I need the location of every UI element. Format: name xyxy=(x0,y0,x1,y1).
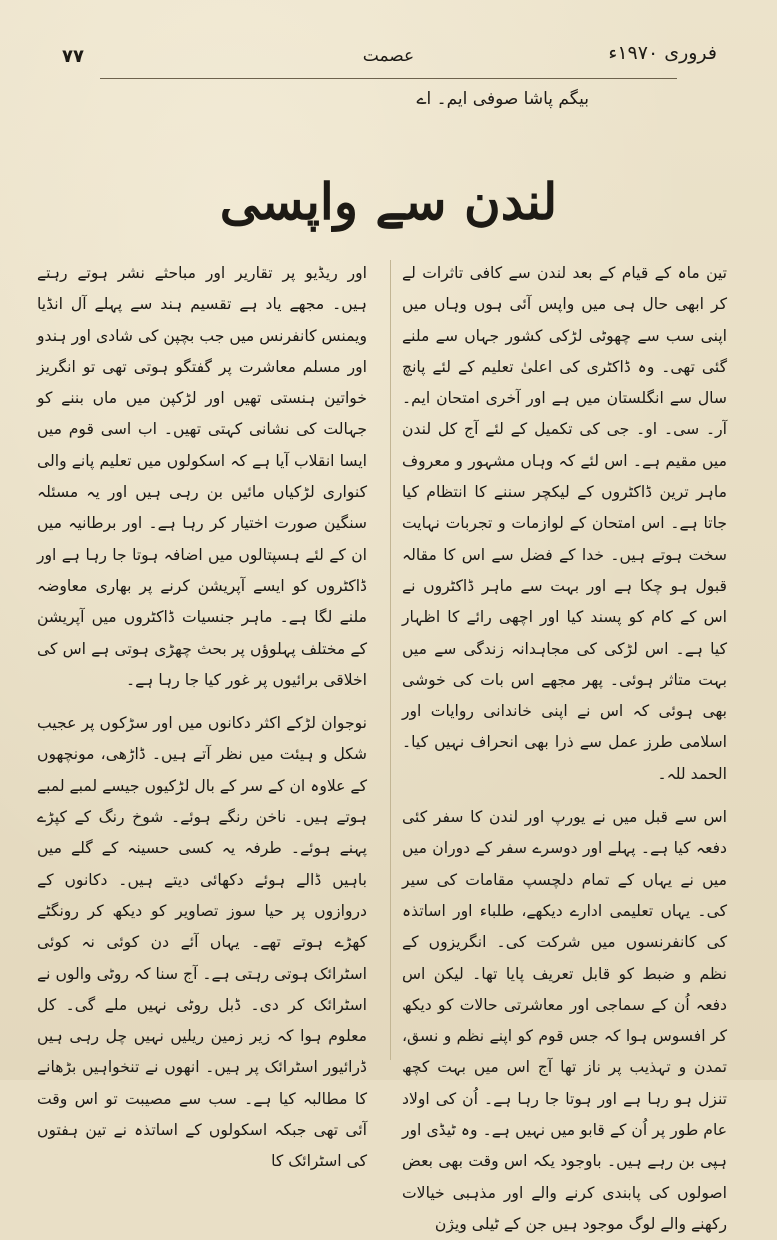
page-header xyxy=(40,40,737,80)
paragraph: نوجوان لڑکے اکثر دکانوں میں اور سڑکوں پر عجیب شکل و ہیئت میں نظر آتے ہیں۔ ڈاڑھی، مونچھوں کے علاوہ ان کے سر کے بال لڑکیوں جیسے لمبے لمبے ہوتے ہیں۔ ناخن رنگے ہوئے۔ شوخ رنگ کے کپڑے پہنے ہوئے۔ طرفہ یہ کسی حسینہ کے گلے میں باہیں ڈالے ہوئے دکھائی دیتے ہیں۔ دکانوں کے دروازوں پر حیا سوز تصاویر کو دیکھ کر رونگٹے کھڑے ہوتے تھے۔ یہاں آئے دن کوئی نہ کوئی اسٹرائک ہوتی رہتی ہے۔ آج سنا کہ روٹی والوں نے اسٹرائک کر دی۔ ڈبل روٹی نہیں ملے گی۔ کل معلوم ہوا کہ زیر زمین ریلیں نہیں چل رہی ہیں ڈرائیور اسٹرائک پر ہیں۔ انھوں نے تنخواہیں بڑھانے کا مطالبہ کیا ہے۔ سب سے مصیبت تو اس وقت آئی تھی جبکہ اسکولوں کے اساتذہ نے تین ہفتوں کی اسٹرائک کا xyxy=(36,714,367,1171)
article-author: بیگم پاشا صوفی ایم۔ اے xyxy=(416,89,589,109)
article-title: لندن سے واپسی xyxy=(219,172,558,231)
page-number: ۷۷ xyxy=(62,46,84,67)
article-column-left xyxy=(37,258,367,1178)
article-column-right xyxy=(402,258,727,1240)
issue-date: فروری ۱۹۷۰ء xyxy=(608,42,717,64)
running-title: عصمت xyxy=(362,46,415,66)
paragraph: تین ماہ کے قیام کے بعد لندن سے کافی تاثرات لے کر ابھی حال ہی میں واپس آئی ہوں وہاں میں اپنی سب سے چھوٹی لڑکی کشور جہاں سے ملنے گئی تھی۔ وہ ڈاکٹری کی اعلیٰ تعلیم کے لئے پانچ سال سے انگلستان میں ہے اور آخری امتحان ایم۔ آر۔ سی۔ او۔ جی کی تکمیل کے لئے آج کل لندن میں مقیم ہے۔ اس لئے کہ وہاں مشہور و معروف ماہر ترین ڈاکٹروں کے لیکچر سننے کا انتظام کیا جاتا ہے۔ اس امتحان کے لوازمات و تجربات نہایت سخت ہوتے ہیں۔ خدا کے فضل سے اس کا مقالہ قبول ہو چکا ہے اور بہت سے ماہر ڈاکٹروں نے اس کے کام کو پسند کیا اور اچھی رائے کا اظہار کیا ہے۔ اس لڑکی کی مجاہدانہ زندگی سے میں بہت متاثر ہوئی۔ پھر مجھے اس بات کی خوشی بھی ہوئی کہ اس نے اپنی خاندانی روایات اور اسلامی طرز عمل سے ذرا بھی انحراف نہیں کیا۔ الحمد للہ۔ xyxy=(402,264,727,783)
header-rule xyxy=(100,78,677,79)
column-divider xyxy=(390,260,391,1060)
paragraph: اس سے قبل میں نے یورپ اور لندن کا سفر کئی دفعہ کیا ہے۔ پہلے اور دوسرے سفر کے دوران میں میں نے یہاں کے تمام دلچسپ مقامات کی سیر کی۔ یہاں تعلیمی ادارے دیکھے، طلباء اور اساتذہ کی کانفرنسوں میں شرکت کی۔ انگریزوں کے نظم و ضبط کو قابل تعریف پایا تھا۔ لیکن اس دفعہ اُن کے سماجی اور معاشرتی حالات کو دیکھ کر افسوس ہوا کہ جس قوم کو اپنے نظم و نسق، تمدن و تہذیب پر ناز تھا آج اس میں بہت کچھ تنزل ہو رہا ہے اور ہوتا جا رہا ہے۔ اُن کی اولاد عام طور پر اُن کے قابو میں نہیں ہے۔ وہ ٹیڈی اور ہپی بن رہے ہیں۔ باوجود یکہ اس وقت بھی بعض اصولوں کی پابندی کرنے والے اور مذہبی خیالات رکھنے والے لوگ موجود ہیں جن کے ٹیلی ویژن xyxy=(402,808,727,1233)
paragraph: اور ریڈیو پر تقاریر اور مباحثے نشر ہوتے رہتے ہیں۔ مجھے یاد ہے تقسیم ہند سے پہلے آل انڈیا ویمنس کانفرنس میں جب بچپن کی شادی اور ہندو اور مسلم معاشرت پر گفتگو ہوتی تھی تو انگریز خواتین ہنستی تھیں اور لڑکپن میں ماں بننے کو جہالت کی نشانی کہتی تھیں۔ اب اسی قوم میں ایسا انقلاب آیا ہے کہ اسکولوں میں تعلیم پانے والی کنواری لڑکیاں مائیں بن رہی ہیں اور یہ مسئلہ سنگین صورت اختیار کر رہا ہے۔ اور برطانیہ میں ان کے لئے ہسپتالوں میں اضافہ ہوتا جا رہا ہے اور ڈاکٹروں کو ایسے آپریشن کرنے پر بھاری معاوضہ ملنے لگا ہے۔ ماہر جنسیات ڈاکٹروں میں آپریشن کے مختلف پہلوؤں پر بحث چھڑی ہوتی ہے اس کی اخلاقی برائیوں پر غور کیا جا رہا ہے۔ xyxy=(37,264,367,689)
